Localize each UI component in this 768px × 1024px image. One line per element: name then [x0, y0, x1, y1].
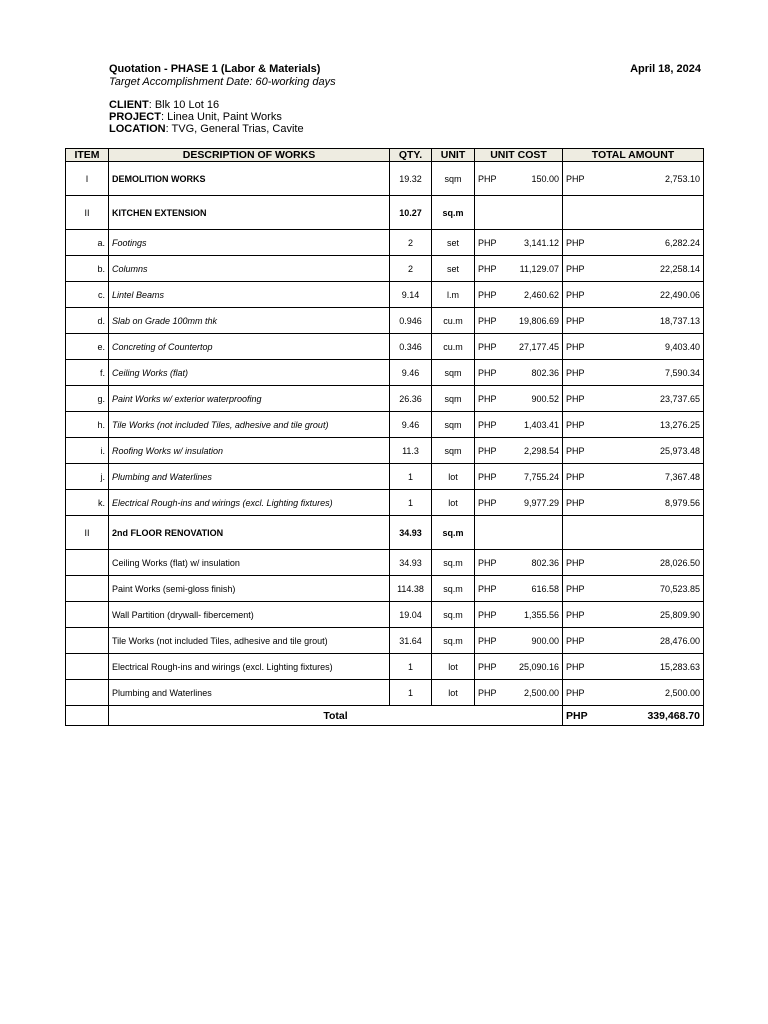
table-row — [66, 438, 704, 464]
row-description: 2nd FLOOR RENOVATION — [109, 516, 390, 550]
row-total-currency: PHP — [563, 628, 599, 654]
table-row — [66, 412, 704, 438]
row-unit: sq.m — [432, 550, 475, 576]
row-total-amount: 7,367.48 — [599, 464, 704, 490]
row-unit: sqm — [432, 360, 475, 386]
table-row — [66, 550, 704, 576]
total-label: Total — [109, 706, 563, 726]
row-unit-cost: 802.36 — [514, 550, 563, 576]
table-row — [66, 386, 704, 412]
row-item — [66, 576, 109, 602]
row-total-amount: 2,500.00 — [599, 680, 704, 706]
project-line — [109, 111, 282, 123]
row-description: Ceiling Works (flat) — [109, 360, 390, 386]
row-item: e. — [66, 334, 109, 360]
row-qty: 0.946 — [390, 308, 432, 334]
row-qty: 31.64 — [390, 628, 432, 654]
col-total-amount-header: TOTAL AMOUNT — [563, 149, 704, 162]
table-row — [66, 334, 704, 360]
row-description: Tile Works (not included Tiles, adhesive and tile grout) — [109, 628, 390, 654]
client-line — [109, 99, 219, 111]
table-row — [66, 602, 704, 628]
table-row — [66, 516, 704, 550]
row-item: II — [66, 196, 109, 230]
row-item: a. — [66, 230, 109, 256]
row-cost-currency: PHP — [475, 334, 514, 360]
row-total-currency: PHP — [563, 162, 599, 196]
row-unit-cost: 11,129.07 — [514, 256, 563, 282]
row-unit: sq.m — [432, 516, 475, 550]
row-total-currency — [563, 516, 599, 550]
row-total-amount: 15,283.63 — [599, 654, 704, 680]
row-cost-currency: PHP — [475, 576, 514, 602]
row-unit: set — [432, 230, 475, 256]
quotation-date: April 18, 2024 — [630, 63, 701, 75]
row-item — [66, 550, 109, 576]
row-unit-cost: 1,403.41 — [514, 412, 563, 438]
row-qty: 9.46 — [390, 412, 432, 438]
project-label: PROJECT — [109, 111, 161, 123]
row-description: Electrical Rough-ins and wirings (excl. Lighting fixtures) — [109, 490, 390, 516]
row-unit: sqm — [432, 386, 475, 412]
row-total-currency: PHP — [563, 412, 599, 438]
table-row — [66, 576, 704, 602]
table-row — [66, 308, 704, 334]
row-cost-currency: PHP — [475, 490, 514, 516]
row-total-amount: 70,523.85 — [599, 576, 704, 602]
row-total-amount: 2,753.10 — [599, 162, 704, 196]
row-total-currency: PHP — [563, 308, 599, 334]
row-total-amount: 22,490.06 — [599, 282, 704, 308]
row-unit-cost: 802.36 — [514, 360, 563, 386]
row-total-currency: PHP — [563, 550, 599, 576]
total-blank-cell — [66, 706, 109, 726]
row-unit: sqm — [432, 438, 475, 464]
row-unit: lot — [432, 490, 475, 516]
table-row — [66, 464, 704, 490]
row-qty: 114.38 — [390, 576, 432, 602]
row-description: Wall Partition (drywall- fibercement) — [109, 602, 390, 628]
row-total-currency: PHP — [563, 386, 599, 412]
project-value: : Linea Unit, Paint Works — [160, 111, 282, 123]
row-qty: 26.36 — [390, 386, 432, 412]
row-cost-currency: PHP — [475, 628, 514, 654]
table-row — [66, 680, 704, 706]
table-row — [66, 256, 704, 282]
table-row — [66, 162, 704, 196]
row-cost-currency: PHP — [475, 230, 514, 256]
row-cost-currency: PHP — [475, 162, 514, 196]
row-item: d. — [66, 308, 109, 334]
client-value: : Blk 10 Lot 16 — [148, 99, 220, 111]
row-description: Plumbing and Waterlines — [109, 680, 390, 706]
target-date: Target Accomplishment Date: 60-working days — [109, 76, 336, 88]
row-unit: sq.m — [432, 628, 475, 654]
row-total-amount: 25,809.90 — [599, 602, 704, 628]
location-value: : TVG, General Trias, Cavite — [165, 123, 304, 135]
row-total-currency: PHP — [563, 490, 599, 516]
row-unit-cost — [514, 196, 563, 230]
row-total-currency: PHP — [563, 602, 599, 628]
row-qty: 9.14 — [390, 282, 432, 308]
row-unit: sq.m — [432, 602, 475, 628]
row-item — [66, 654, 109, 680]
row-item: k. — [66, 490, 109, 516]
row-cost-currency: PHP — [475, 386, 514, 412]
row-total-amount — [599, 196, 704, 230]
row-unit: sqm — [432, 412, 475, 438]
row-qty: 9.46 — [390, 360, 432, 386]
total-row — [66, 706, 704, 726]
row-cost-currency: PHP — [475, 308, 514, 334]
row-unit-cost: 9,977.29 — [514, 490, 563, 516]
total-amount: 339,468.70 — [599, 706, 704, 726]
row-unit: lot — [432, 680, 475, 706]
row-item: c. — [66, 282, 109, 308]
row-item: i. — [66, 438, 109, 464]
row-unit-cost: 3,141.12 — [514, 230, 563, 256]
row-unit: l.m — [432, 282, 475, 308]
row-description: Paint Works w/ exterior waterproofing — [109, 386, 390, 412]
row-item — [66, 628, 109, 654]
col-qty-header: QTY. — [390, 149, 432, 162]
location-line — [109, 123, 304, 135]
quotation-title: Quotation - PHASE 1 (Labor & Materials) — [109, 63, 321, 75]
row-qty: 1 — [390, 464, 432, 490]
table-row — [66, 628, 704, 654]
row-qty: 2 — [390, 230, 432, 256]
row-description: Ceiling Works (flat) w/ insulation — [109, 550, 390, 576]
row-cost-currency — [475, 516, 514, 550]
row-total-amount: 8,979.56 — [599, 490, 704, 516]
row-description: Footings — [109, 230, 390, 256]
row-item: f. — [66, 360, 109, 386]
row-total-currency: PHP — [563, 438, 599, 464]
row-qty: 19.04 — [390, 602, 432, 628]
row-unit-cost: 2,460.62 — [514, 282, 563, 308]
row-description: Columns — [109, 256, 390, 282]
row-unit: sq.m — [432, 576, 475, 602]
row-unit: set — [432, 256, 475, 282]
table-row — [66, 360, 704, 386]
row-unit-cost: 27,177.45 — [514, 334, 563, 360]
row-description: Roofing Works w/ insulation — [109, 438, 390, 464]
row-total-currency: PHP — [563, 282, 599, 308]
row-qty: 34.93 — [390, 550, 432, 576]
client-label: CLIENT — [109, 99, 149, 111]
row-unit-cost: 616.58 — [514, 576, 563, 602]
row-description: Plumbing and Waterlines — [109, 464, 390, 490]
row-cost-currency: PHP — [475, 412, 514, 438]
row-total-currency: PHP — [563, 256, 599, 282]
row-qty: 11.3 — [390, 438, 432, 464]
row-cost-currency: PHP — [475, 282, 514, 308]
row-total-currency — [563, 196, 599, 230]
row-description: DEMOLITION WORKS — [109, 162, 390, 196]
total-currency: PHP — [563, 706, 599, 726]
col-item-header: ITEM — [66, 149, 109, 162]
row-total-amount: 7,590.34 — [599, 360, 704, 386]
row-qty: 0.346 — [390, 334, 432, 360]
row-total-currency: PHP — [563, 680, 599, 706]
row-unit: lot — [432, 464, 475, 490]
row-item — [66, 602, 109, 628]
row-unit-cost: 7,755.24 — [514, 464, 563, 490]
row-cost-currency — [475, 196, 514, 230]
row-unit: sqm — [432, 162, 475, 196]
row-description: Concreting of Countertop — [109, 334, 390, 360]
table-row — [66, 230, 704, 256]
row-total-amount: 25,973.48 — [599, 438, 704, 464]
table-row — [66, 490, 704, 516]
row-unit-cost: 25,090.16 — [514, 654, 563, 680]
row-cost-currency: PHP — [475, 464, 514, 490]
row-unit-cost: 900.00 — [514, 628, 563, 654]
row-total-currency: PHP — [563, 464, 599, 490]
row-qty: 1 — [390, 654, 432, 680]
row-description: Slab on Grade 100mm thk — [109, 308, 390, 334]
row-cost-currency: PHP — [475, 550, 514, 576]
row-qty: 34.93 — [390, 516, 432, 550]
row-total-amount — [599, 516, 704, 550]
row-cost-currency: PHP — [475, 256, 514, 282]
row-item: j. — [66, 464, 109, 490]
row-qty: 1 — [390, 490, 432, 516]
row-total-amount: 22,258.14 — [599, 256, 704, 282]
col-unit-header: UNIT — [432, 149, 475, 162]
row-cost-currency: PHP — [475, 680, 514, 706]
row-unit: sq.m — [432, 196, 475, 230]
row-cost-currency: PHP — [475, 438, 514, 464]
table-row — [66, 654, 704, 680]
row-total-amount: 28,476.00 — [599, 628, 704, 654]
row-unit-cost — [514, 516, 563, 550]
row-description: KITCHEN EXTENSION — [109, 196, 390, 230]
table-row — [66, 282, 704, 308]
row-unit-cost: 900.52 — [514, 386, 563, 412]
row-qty: 1 — [390, 680, 432, 706]
row-unit-cost: 19,806.69 — [514, 308, 563, 334]
row-total-currency: PHP — [563, 230, 599, 256]
col-unit-cost-header: UNIT COST — [475, 149, 563, 162]
row-qty: 10.27 — [390, 196, 432, 230]
row-total-amount: 6,282.24 — [599, 230, 704, 256]
row-cost-currency: PHP — [475, 360, 514, 386]
row-unit-cost: 1,355.56 — [514, 602, 563, 628]
quotation-table — [65, 148, 704, 726]
row-description: Paint Works (semi-gloss finish) — [109, 576, 390, 602]
row-qty: 2 — [390, 256, 432, 282]
row-description: Tile Works (not included Tiles, adhesive and tile grout) — [109, 412, 390, 438]
row-unit: cu.m — [432, 308, 475, 334]
row-unit-cost: 150.00 — [514, 162, 563, 196]
row-unit: lot — [432, 654, 475, 680]
row-total-currency: PHP — [563, 576, 599, 602]
row-qty: 19.32 — [390, 162, 432, 196]
table-row — [66, 196, 704, 230]
location-label: LOCATION — [109, 123, 166, 135]
col-description-header: DESCRIPTION OF WORKS — [109, 149, 390, 162]
row-item: g. — [66, 386, 109, 412]
row-unit-cost: 2,298.54 — [514, 438, 563, 464]
row-item — [66, 680, 109, 706]
row-total-currency: PHP — [563, 334, 599, 360]
row-cost-currency: PHP — [475, 602, 514, 628]
row-unit-cost: 2,500.00 — [514, 680, 563, 706]
row-description: Electrical Rough-ins and wirings (excl. Lighting fixtures) — [109, 654, 390, 680]
row-total-currency: PHP — [563, 360, 599, 386]
row-item: h. — [66, 412, 109, 438]
row-total-amount: 18,737.13 — [599, 308, 704, 334]
row-item: b. — [66, 256, 109, 282]
row-total-currency: PHP — [563, 654, 599, 680]
row-total-amount: 9,403.40 — [599, 334, 704, 360]
row-description: Lintel Beams — [109, 282, 390, 308]
row-item: I — [66, 162, 109, 196]
row-total-amount: 23,737.65 — [599, 386, 704, 412]
table-header-row — [66, 149, 704, 162]
row-item: II — [66, 516, 109, 550]
row-unit: cu.m — [432, 334, 475, 360]
row-total-amount: 28,026.50 — [599, 550, 704, 576]
row-cost-currency: PHP — [475, 654, 514, 680]
row-total-amount: 13,276.25 — [599, 412, 704, 438]
